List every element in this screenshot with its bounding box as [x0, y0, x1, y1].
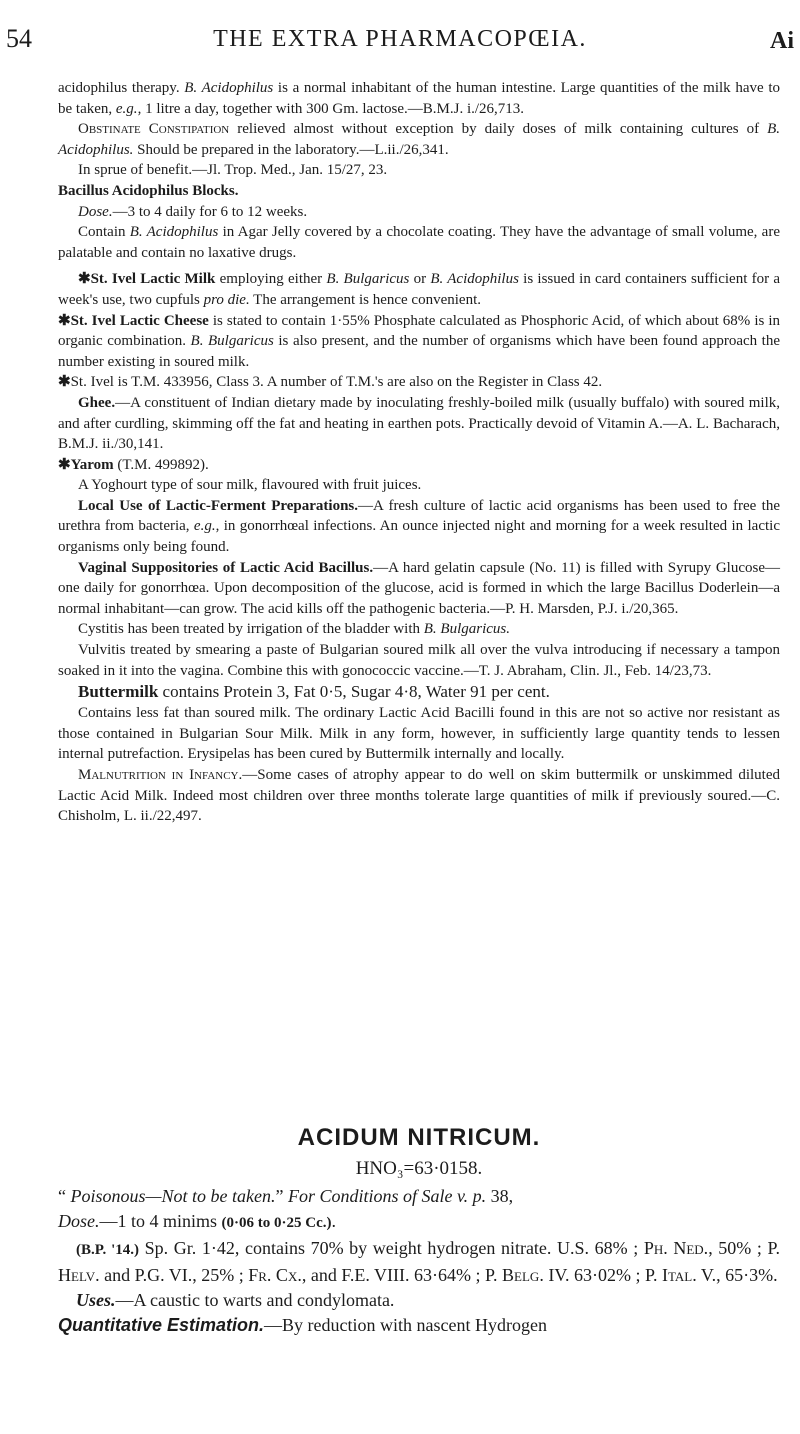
text-run: Cystitis has been treated by irrigation of the bladder with	[78, 621, 424, 638]
paragraph	[58, 496, 780, 558]
text-run: Vaginal Suppositories of Lactic Acid Bacillus.	[78, 559, 374, 576]
text-run: , 1 litre a day, together with 300 Gm. lactose.—B.M.J. i./26,713.	[137, 100, 525, 117]
text-run: Ph. Ned.	[643, 1238, 709, 1258]
paragraph	[58, 372, 780, 393]
text-run: B. Acidophilus	[129, 224, 219, 241]
paragraph	[58, 765, 780, 827]
text-run: V., 65·3%.	[696, 1265, 778, 1285]
text-run: Yarom	[70, 456, 114, 473]
text-run: is stated to contain 1·55% Phosphate calculated as Phosphoric Acid, of which about 68% is in organic combination.	[58, 312, 781, 350]
text-run: St. Ivel is T.M. 433956, Class 3. A number of T.M.'s are also on the Register in Class 42.	[70, 374, 603, 391]
text-run: and P.G. VI., 25% ;	[99, 1265, 249, 1285]
text-run: ✱	[58, 374, 71, 391]
page-number: 54	[6, 24, 32, 53]
paragraph	[58, 640, 780, 681]
text-run: Contain	[78, 224, 130, 241]
text-run: —A hard gelatin capsule (No. 11) is filled with Syrupy Glucose—one daily for gonorrhœa. Upon decomposition of the glucose, acid is formed in which the large Bacillus Doderlein—a normal inhabitant—can grow. The acid kills off the pathogenic bacteria.—P. H. Marsden, P.J. i./20,365.	[58, 559, 780, 617]
text-run: The arrangement is hence convenient.	[249, 291, 481, 308]
text-run: (B.P. '14.)	[76, 1242, 140, 1258]
text-run: —1 to 4 minims	[99, 1211, 222, 1231]
paragraph	[58, 181, 780, 202]
paragraph	[58, 222, 780, 263]
text-run: B. Acidophilus	[184, 80, 274, 96]
paragraph	[58, 1184, 780, 1209]
text-run: B. Bulgaricus	[326, 271, 410, 288]
text-run: B. Bulgaricus	[190, 333, 274, 350]
text-run: , in gonorrhœal infections. An ounce injected night and morning for a week resulted in lactic organisms only being found.	[58, 518, 780, 556]
text-run: , 50% ; P.	[708, 1238, 781, 1258]
text-run: ✱	[58, 312, 71, 329]
text-run: Dose.	[78, 203, 113, 220]
paragraph	[58, 202, 780, 223]
text-run: Vulvitis treated by smearing a paste of Bulgarian soured milk all over the vulva introducing if necessary a tampon soaked in it into the vagina. Combine this with gonococcic vaccine.—T. J. Abraham, Clin. Jl., Feb. 14/23,73.	[58, 642, 780, 679]
paragraph	[58, 1313, 780, 1338]
acidum-nitricum-section	[58, 1124, 780, 1338]
text-run: ✱	[58, 456, 71, 473]
text-run: —A caustic to warts and condylomata.	[115, 1290, 395, 1310]
text-run: Ital.	[662, 1265, 697, 1285]
text-run: —A constituent of Indian dietary made by inoculating freshly-boiled milk (usually buffalo) with soured milk, and after curdling, skimming off the fat and heating in earthen pots. Practically devoid of Vitamin A.—A. L. Bacharach, B.M.J. ii./30,141.	[58, 394, 780, 453]
text-run: —3 to 4 daily for 6 to 12 weeks.	[112, 203, 308, 220]
text-run: Dose.	[58, 1211, 100, 1231]
text-run: —Some cases of atrophy appear to do well on skim buttermilk or unskimmed diluted Lactic Acid Milk. Indeed most children over three months tolerate large quantities of milk if previously soured.—C. Chisholm, L. ii./22,497.	[58, 767, 780, 825]
paragraph	[58, 558, 780, 620]
text-run: is issued in card containers sufficient for a week's use, two cupfuls	[58, 271, 780, 308]
text-run: Local Use of Lactic-Ferment Preparations.	[78, 497, 359, 514]
chemical-formula: HNO₃=63·0158.	[355, 1158, 483, 1179]
text-run: , and F.E. VIII. 63·64% ; P.	[301, 1265, 503, 1285]
text-run: Contains less fat than soured milk. The ordinary Lactic Acid Bacilli found in this are not so active nor resistant as those contained in Bulgarian Sour Milk. Milk in any form, however, in sufficiently large quantity tends to lessen internal putrefaction. Erysipelas has been cured by Buttermilk internally and locally.	[58, 705, 780, 763]
text-run: (0·06 to 0·25 Cc.)	[221, 1215, 332, 1231]
paragraph	[58, 703, 780, 765]
text-run: St. Ivel Lactic Cheese	[70, 312, 209, 329]
page-header	[0, 12, 800, 58]
text-run: Helv.	[58, 1265, 100, 1285]
text-run: relieved almost without exception by daily doses of milk containing cultures of	[229, 121, 768, 138]
text-run: pro die.	[203, 291, 250, 308]
paragraph	[58, 1288, 780, 1313]
paragraph	[58, 619, 780, 640]
text-run: St. Ivel Lactic Milk	[90, 271, 216, 288]
text-run: Buttermilk	[78, 682, 159, 702]
text-run: Fr. Cx.	[248, 1265, 302, 1285]
text-run: “	[58, 1186, 71, 1206]
running-title: THE EXTRA PHARMACOPŒIA.	[213, 26, 587, 52]
text-run: acidophilus therapy.	[58, 80, 185, 96]
paragraph	[58, 269, 780, 310]
text-run: B. Acidophilus.	[58, 121, 781, 158]
paragraph	[58, 160, 780, 181]
text-run: Malnutrition in Infancy.	[78, 767, 243, 783]
text-run: Bacillus Acidophilus Blocks.	[58, 182, 239, 199]
body-text	[58, 78, 780, 827]
section-title: ACIDUM NITRICUM.	[297, 1124, 541, 1151]
paragraph	[58, 475, 780, 496]
text-run: Sp. Gr. 1·42, contains 70% by weight hydrogen nitrate. U.S. 68% ;	[139, 1238, 644, 1258]
text-run: Uses.	[76, 1290, 116, 1310]
text-run: .	[331, 1211, 336, 1231]
section-text	[58, 1184, 780, 1338]
text-run: —A fresh culture of lactic acid organisms has been used to free the urethra from bacteria,	[58, 497, 780, 535]
paragraph	[58, 1209, 780, 1236]
paragraph	[58, 311, 780, 373]
text-run: e.g.	[193, 518, 216, 535]
text-run: IV. 63·02% ; P.	[543, 1265, 663, 1285]
text-run: Poisonous—Not to be taken.	[70, 1186, 276, 1206]
text-run: is a normal inhabitant of the human intestine. Large quantities of the milk have to be taken,	[58, 80, 780, 117]
paragraph	[58, 78, 780, 119]
text-run: Belg.	[502, 1265, 544, 1285]
text-run: in Agar Jelly covered by a chocolate coating. They have the advantage of small volume, are palatable and contain no laxative drugs.	[58, 224, 780, 261]
text-run: For Conditions of Sale v. p.	[288, 1186, 487, 1206]
paragraph	[58, 681, 780, 703]
text-run: B. Acidophilus	[430, 271, 519, 288]
paragraph	[58, 393, 780, 455]
paragraph	[58, 119, 780, 160]
text-run: is also present, and the number of organisms which have been found approach the number existing in soured milk.	[58, 333, 780, 370]
text-run: A Yoghourt type of sour milk, flavoured with fruit juices.	[78, 477, 422, 494]
text-run: (T.M. 499892).	[113, 456, 209, 473]
text-run: ✱	[78, 271, 91, 288]
corner-mark: Ai	[770, 28, 794, 54]
text-run: employing either	[215, 271, 327, 288]
text-run: Obstinate Constipation	[78, 121, 230, 138]
text-run: ”	[275, 1186, 288, 1206]
paragraph	[58, 1236, 780, 1288]
text-run: Should be prepared in the laboratory.—L.ii./26,341.	[133, 141, 449, 158]
text-run: B. Bulgaricus.	[423, 621, 510, 638]
text-run: contains Protein 3, Fat 0·5, Sugar 4·8, Water 91 per cent.	[158, 682, 550, 702]
text-run: —By reduction with nascent Hydrogen	[264, 1315, 547, 1335]
paragraph	[58, 455, 780, 476]
text-run: e.g.	[115, 100, 138, 117]
text-run: 38,	[486, 1186, 514, 1206]
text-run: Ghee.	[78, 394, 116, 411]
text-run: In sprue of benefit.—Jl. Trop. Med., Jan. 15/27, 23.	[78, 162, 388, 179]
text-run: or	[409, 271, 431, 288]
text-run: Quantitative Estimation.	[58, 1315, 265, 1335]
